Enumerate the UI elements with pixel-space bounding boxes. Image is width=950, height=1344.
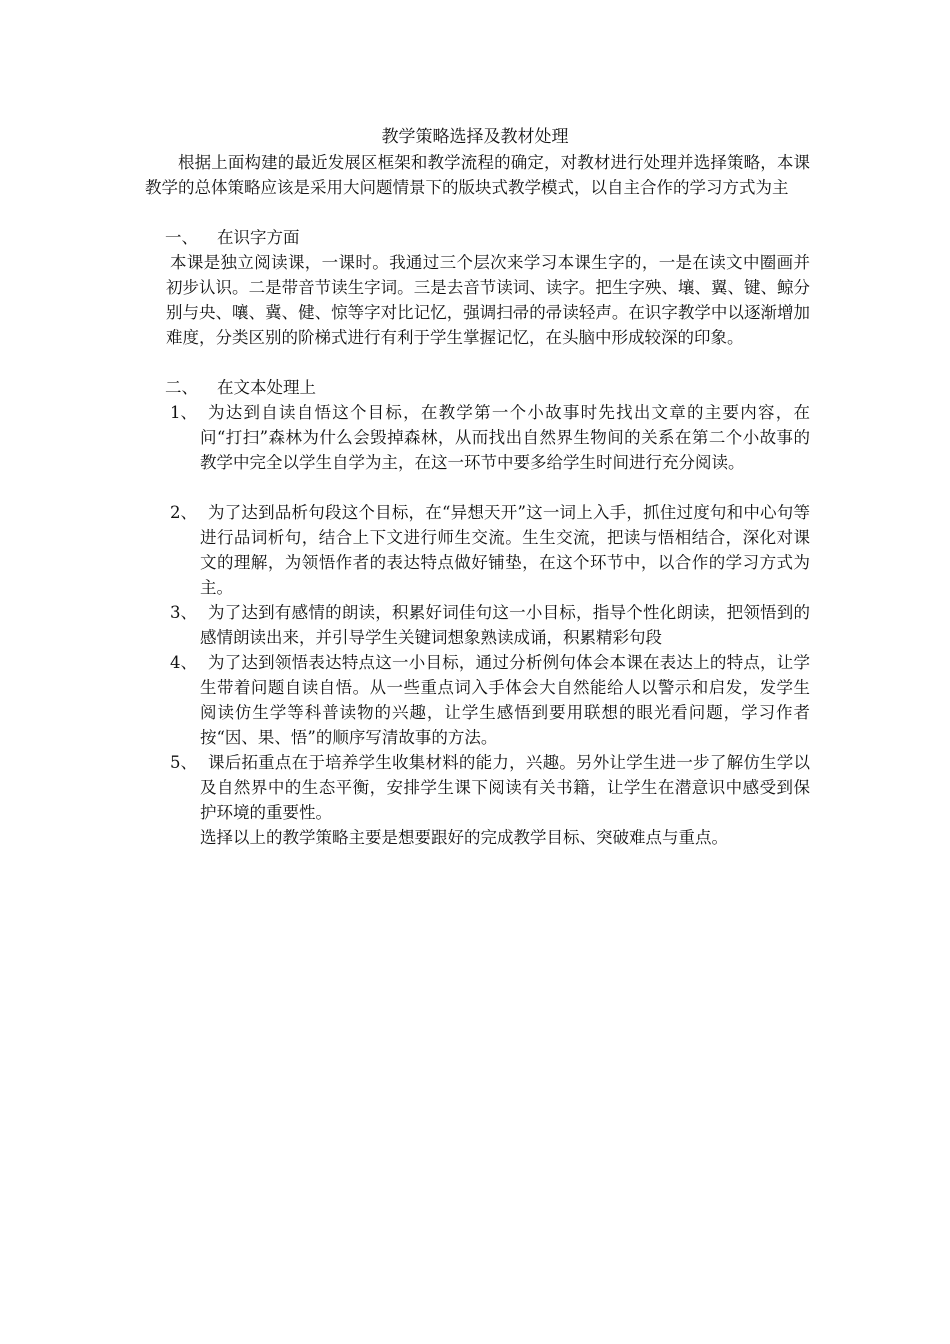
list-item <box>170 500 810 600</box>
list-item <box>170 600 810 650</box>
closing-paragraph: 选择以上的教学策略主要是想要跟好的完成教学目标、突破难点与重点。 <box>200 828 728 847</box>
list-item-marker: 5、 <box>170 753 197 772</box>
section-1-heading <box>165 225 300 250</box>
section-1-paragraph: 本课是独立阅读课，一课时。我通过三个层次来学习本课生字的，一是在读文中圈画并初步认识。二是带音节读生字词。三是去音节读词、读字。把生字殃、壤、翼、键、鲸分别与央、嚷、冀、健、惊等字对比记忆，强调扫帚的帚读轻声。在识字教学中以逐渐增加难度，分类区别的阶梯式进行有利于学生掌握记忆，在头脑中形成较深的印象。 <box>166 253 810 347</box>
list-item <box>170 400 810 475</box>
list-item-marker: 4、 <box>170 653 197 672</box>
list-item <box>170 650 810 750</box>
list-item-marker: 2、 <box>170 503 197 522</box>
section-1-number: 一、 <box>165 228 198 247</box>
section-1-title: 在识字方面 <box>217 228 300 247</box>
section-2-heading <box>165 375 316 400</box>
list-item-text: 为了达到有感情的朗读，积累好词佳句这一小目标，指导个性化朗读，把领悟到的感情朗读出来，并引导学生关键词想象熟读成诵，积累精彩句段 <box>200 603 810 647</box>
list-item-text: 为了达到品析句段这个目标，在“异想天开”这一词上入手，抓住过度句和中心句等进行品词析句，结合上下文进行师生交流。生生交流，把读与悟相结合，深化对课文的理解，为领悟作者的表达特点做好铺垫，在这个环节中，以合作的学习方式为主。 <box>200 503 810 597</box>
section-2-title: 在文本处理上 <box>217 378 316 397</box>
section-2-number: 二、 <box>165 378 198 397</box>
list-item <box>170 750 810 825</box>
list-item-text: 为达到自读自悟这个目标，在教学第一个小故事时先找出文章的主要内容，在问“打扫”森林为什么会毁掉森林，从而找出自然界生物间的关系在第二个小故事的教学中完全以学生自学为主，在这一环节中要多给学生时间进行充分阅读。 <box>200 403 810 472</box>
document-title: 教学策略选择及教材处理 <box>381 127 569 147</box>
list-item-text: 课后拓重点在于培养学生收集材料的能力，兴趣。另外让学生进一步了解仿生学以及自然界中的生态平衡，安排学生课下阅读有关书籍，让学生在潜意识中感受到保护环境的重要性。 <box>200 753 810 822</box>
intro-paragraph: 根据上面构建的最近发展区框架和教学流程的确定，对教材进行处理并选择策略，本课教学的总体策略应该是采用大问题情景下的版块式教学模式，以自主合作的学习方式为主 <box>145 153 810 197</box>
list-item-text: 为了达到领悟表达特点这一小目标，通过分析例句体会本课在表达上的特点，让学生带着问题自读自悟。从一些重点词入手体会大自然能给人以警示和启发，发学生阅读仿生学等科普读物的兴趣，让学生感悟到要用联想的眼光看问题，学习作者按“因、果、悟”的顺序写清故事的方法。 <box>200 653 810 747</box>
list-item-marker: 1、 <box>170 403 197 422</box>
list-item-marker: 3、 <box>170 603 197 622</box>
